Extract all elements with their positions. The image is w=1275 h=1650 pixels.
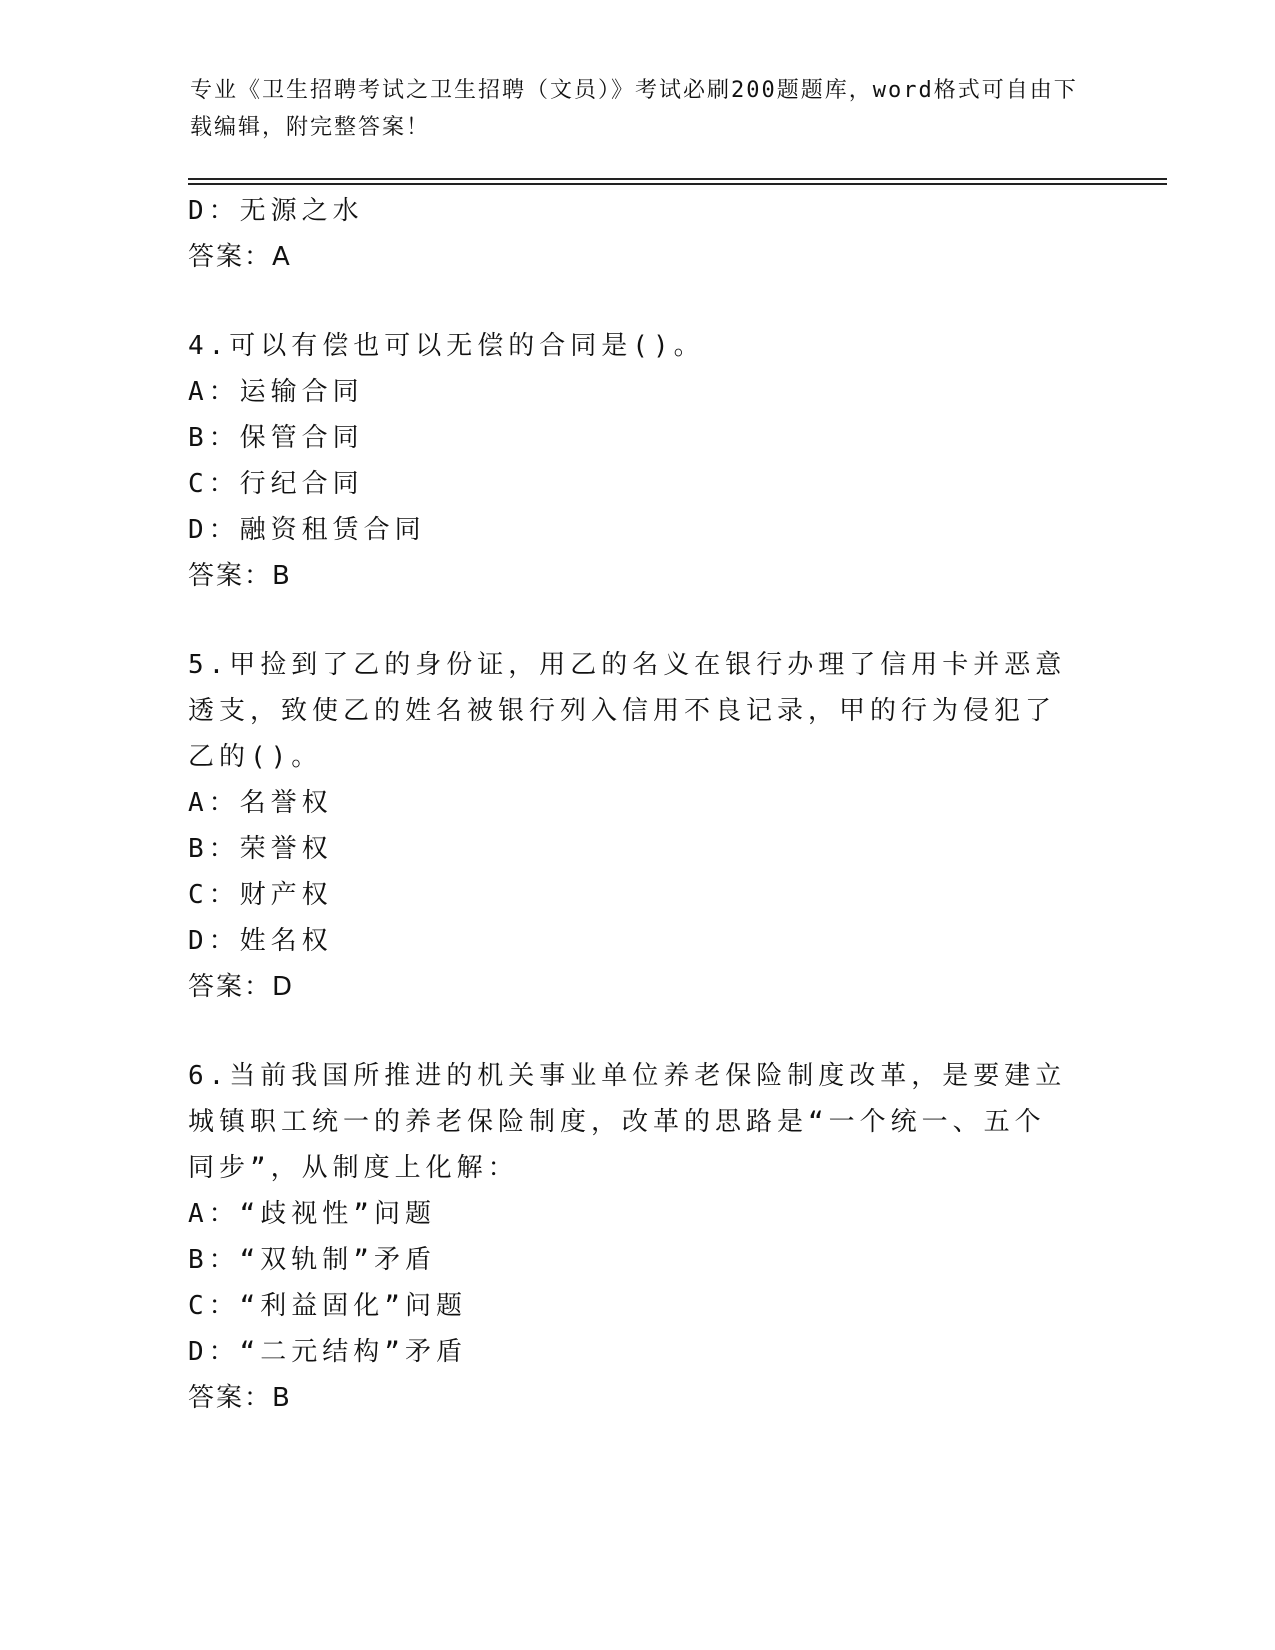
document-header <box>190 72 1090 146</box>
previous-question-fragment <box>188 188 1088 280</box>
header-divider-top <box>188 178 1167 180</box>
question-6 <box>188 1053 1088 1421</box>
header-text: 专业《卫生招聘考试之卫生招聘（文员）》考试必刷200题题库，word格式可自由下载编辑，附完整答案！ <box>190 78 1078 140</box>
spacer <box>188 280 1088 323</box>
answer-line: 答案：D <box>188 972 295 1002</box>
option-d: D：“二元结构”矛盾 <box>188 1337 467 1367</box>
option-b: B：“双轨制”矛盾 <box>188 1245 436 1275</box>
answer-line: 答案：B <box>188 1383 292 1413</box>
option-a: A：“歧视性”问题 <box>188 1199 436 1229</box>
option-b: B：保管合同 <box>188 423 364 453</box>
option-d: D：姓名权 <box>188 926 333 956</box>
spacer <box>188 1010 1088 1053</box>
option-c: C：行纪合同 <box>188 469 364 499</box>
option-a: A：名誉权 <box>188 788 333 818</box>
option-d: D：无源之水 <box>188 196 364 226</box>
answer-line: 答案：B <box>188 561 292 591</box>
option-d: D：融资租赁合同 <box>188 515 426 545</box>
option-c: C：财产权 <box>188 880 333 910</box>
question-stem: 4.可以有偿也可以无偿的合同是()。 <box>188 331 705 361</box>
header-divider-bottom <box>188 183 1167 185</box>
question-5 <box>188 642 1088 1010</box>
option-b: B：荣誉权 <box>188 834 333 864</box>
option-c: C：“利益固化”问题 <box>188 1291 467 1321</box>
answer-line: 答案：A <box>188 242 292 272</box>
spacer <box>188 599 1088 642</box>
question-list <box>188 188 1088 1421</box>
question-stem: 6.当前我国所推进的机关事业单位养老保险制度改革，是要建立城镇职工统一的养老保险制度，改革的思路是“一个统一、五个同步”，从制度上化解： <box>188 1061 1067 1183</box>
question-4 <box>188 323 1088 599</box>
question-stem: 5.甲捡到了乙的身份证，用乙的名义在银行办理了信用卡并恶意透支，致使乙的姓名被银行列入信用不良记录，甲的行为侵犯了乙的()。 <box>188 650 1067 772</box>
option-a: A：运输合同 <box>188 377 364 407</box>
